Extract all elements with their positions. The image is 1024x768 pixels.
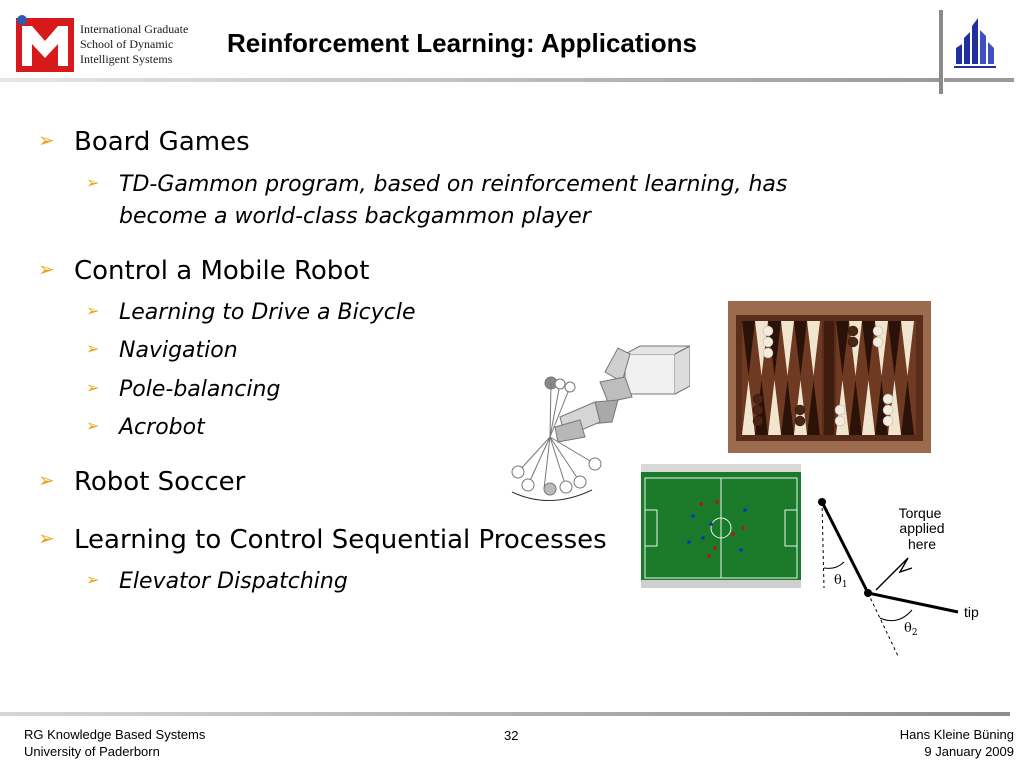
arrow-bullet-icon: ➢ (86, 378, 100, 397)
university-logo (952, 14, 998, 70)
torque-annotation: Torque (898, 505, 942, 521)
sub-bullet-continuation: become a world-class backgammon player (119, 204, 591, 229)
theta2-label: $\theta_2$ (904, 621, 918, 638)
backgammon-board-image (728, 301, 931, 453)
header-divider-right (944, 78, 1014, 82)
institution-line: International Graduate (80, 22, 189, 36)
header-vertical-divider (939, 10, 943, 94)
sub-bullet-label: Pole-balancing (119, 377, 281, 402)
footer-left (24, 726, 205, 760)
theta1-label: $\theta_1$ (834, 573, 848, 590)
arrow-bullet-icon: ➢ (38, 257, 55, 281)
sub-bullet-label: Elevator Dispatching (119, 569, 348, 594)
footer-author: Hans Kleine Büning (899, 727, 1014, 742)
header-divider (0, 78, 940, 82)
sub-bullet-label: TD-Gammon program, based on reinforcement learning, has (119, 172, 788, 197)
footer-date: 9 January 2009 (924, 744, 1014, 759)
bullet-mobile-robot (38, 256, 369, 286)
arrow-bullet-icon: ➢ (86, 173, 100, 192)
institution-line: Intelligent Systems (80, 52, 173, 66)
footer-divider (0, 712, 1010, 716)
robot-soccer-field-image (641, 464, 801, 588)
bullet-label: Board Games (74, 127, 250, 157)
page-number: 32 (504, 728, 519, 743)
sub-bullet-bicycle (86, 300, 416, 325)
arrow-bullet-icon: ➢ (86, 570, 100, 589)
sub-bullet-label: Navigation (119, 338, 238, 363)
bullet-label: Learning to Control Sequential Processes (74, 525, 607, 555)
arrow-bullet-icon: ➢ (86, 416, 100, 435)
institution-line: School of Dynamic (80, 37, 174, 51)
tip-label: tip (964, 604, 979, 620)
sub-bullet-td-gammon (86, 172, 787, 197)
footer-group-name: RG Knowledge Based Systems (24, 727, 206, 742)
arrow-bullet-icon: ➢ (86, 301, 100, 320)
arrow-bullet-icon: ➢ (86, 339, 100, 358)
torque-annotation: here (907, 536, 937, 552)
slide-title: Reinforcement Learning: Applications (227, 28, 697, 58)
torque-annotation: applied (899, 520, 945, 536)
sub-bullet-label: Acrobot (119, 415, 205, 440)
sub-bullet-pole-balancing (86, 377, 280, 402)
bullet-label: Robot Soccer (74, 467, 246, 497)
arrow-bullet-icon: ➢ (38, 128, 55, 152)
sub-bullet-acrobot (86, 415, 205, 440)
acrobot-diagram (808, 498, 998, 658)
sub-bullet-elevator (86, 569, 348, 594)
sub-bullet-navigation (86, 338, 238, 363)
arrow-bullet-icon: ➢ (38, 526, 55, 550)
footer-university: University of Paderborn (24, 744, 160, 759)
arrow-bullet-icon: ➢ (38, 468, 55, 492)
sub-bullet-label: Learning to Drive a Bicycle (119, 300, 416, 325)
bullet-label: Control a Mobile Robot (74, 256, 370, 286)
footer-right (900, 726, 1014, 760)
bullet-board-games (38, 127, 250, 157)
bullet-sequential-processes (38, 525, 607, 555)
bullet-robot-soccer (38, 467, 245, 497)
